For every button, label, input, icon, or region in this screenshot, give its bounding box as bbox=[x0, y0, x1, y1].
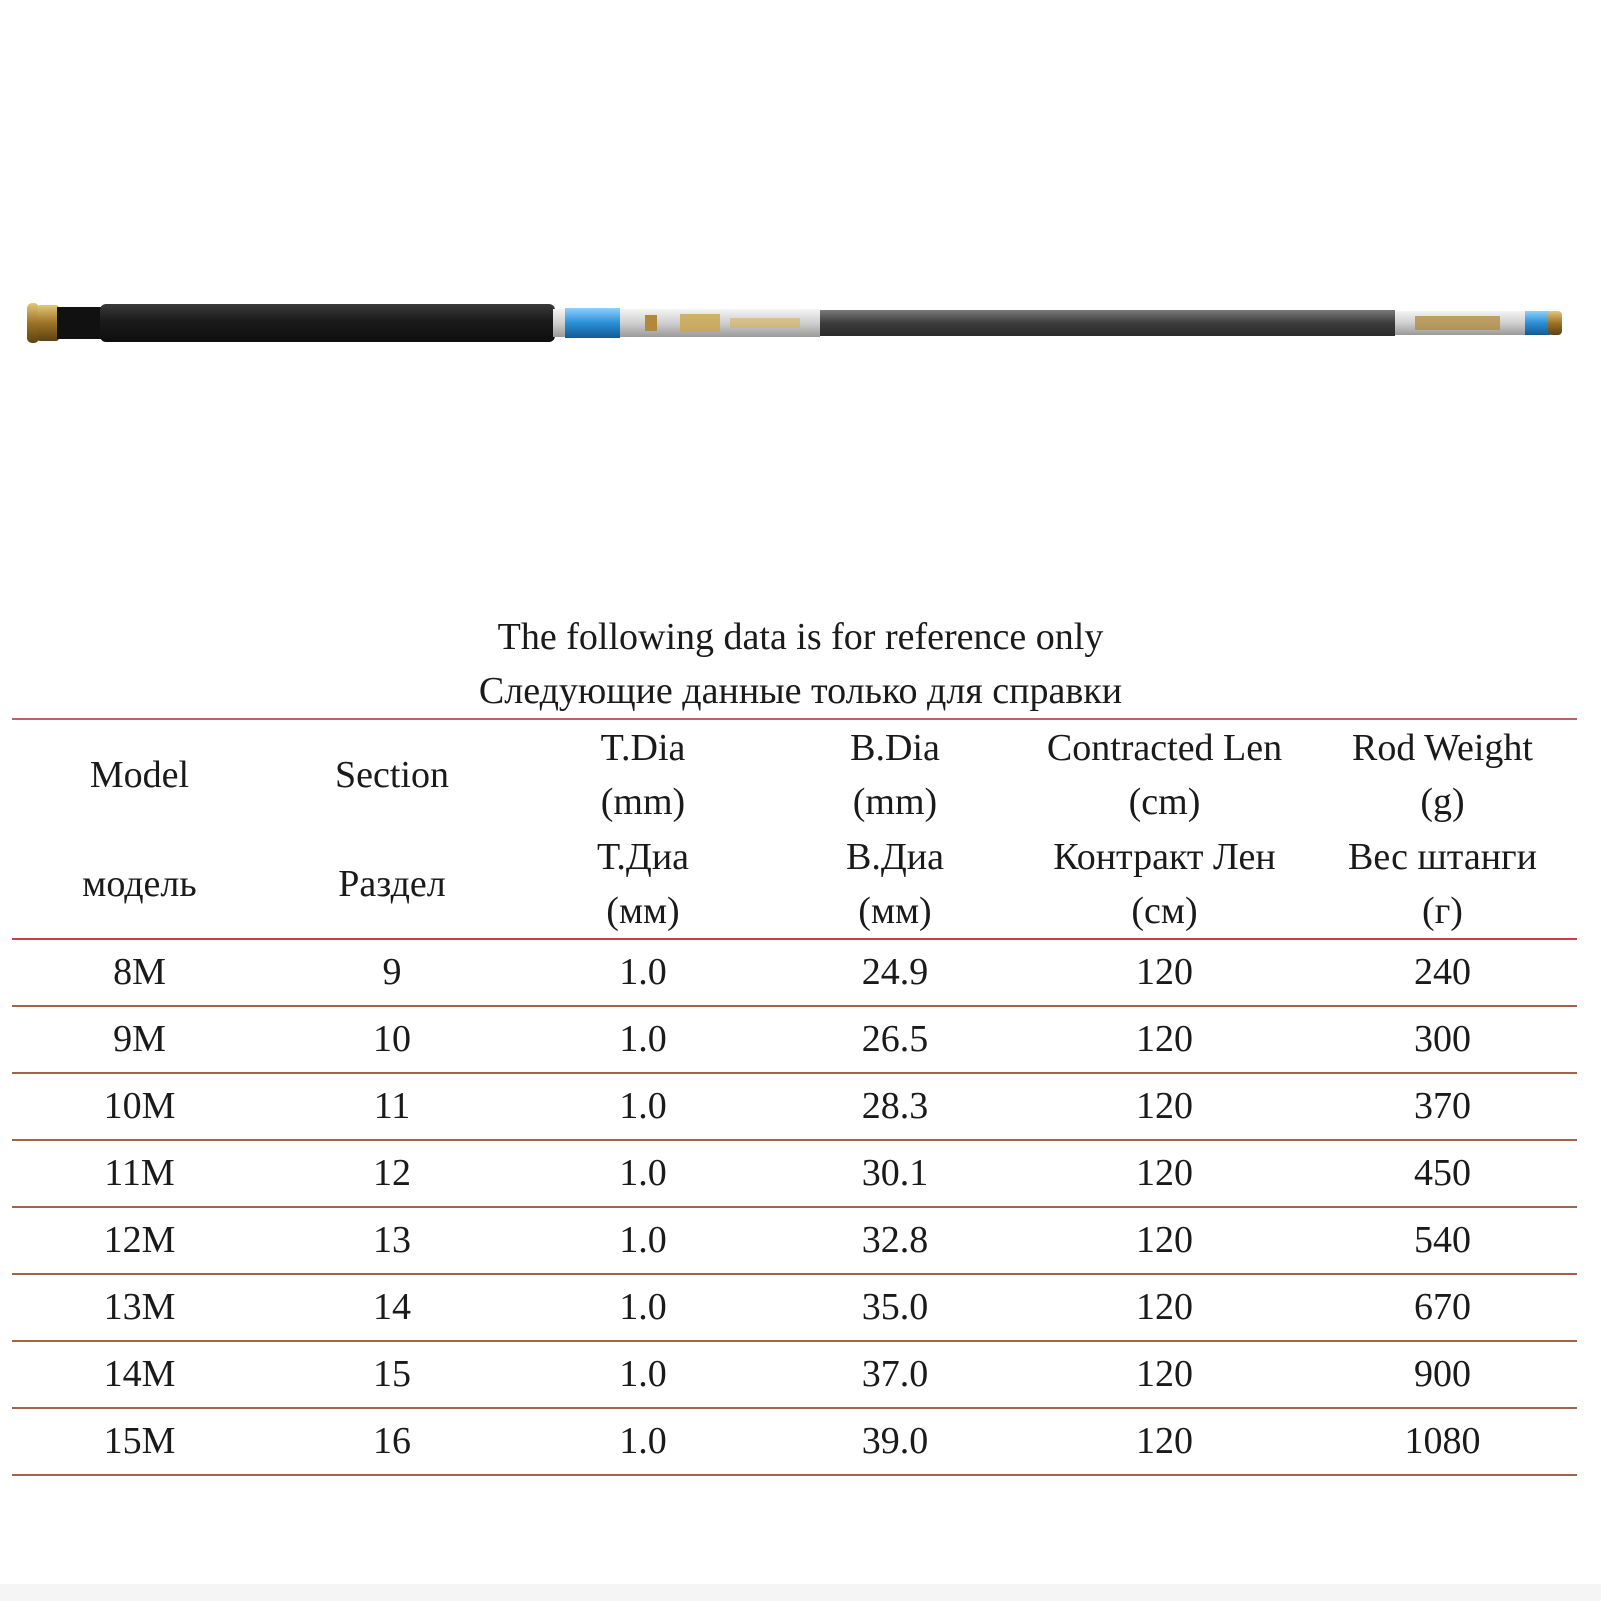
header-contracted-length-ru bbox=[1021, 829, 1308, 939]
cell-contracted-length: 120 bbox=[1136, 1219, 1193, 1261]
cell-tip-diameter: 1.0 bbox=[619, 1353, 667, 1395]
cell-rod-weight: 370 bbox=[1414, 1085, 1471, 1127]
cell-tip-diameter: 1.0 bbox=[619, 951, 667, 993]
header-unit: (g) bbox=[1420, 780, 1465, 823]
header-model-en bbox=[12, 719, 267, 829]
cell-model: 11M bbox=[104, 1152, 175, 1194]
cell-section: 12 bbox=[373, 1152, 411, 1194]
cell-rod-weight: 900 bbox=[1414, 1353, 1471, 1395]
cell-model: 14M bbox=[103, 1353, 176, 1395]
header-unit: (cm) bbox=[1128, 780, 1201, 823]
header-label: Т.Диа bbox=[596, 835, 690, 878]
cell-model: 13M bbox=[103, 1286, 176, 1328]
header-label: Раздел bbox=[338, 862, 446, 905]
cell-contracted-length: 120 bbox=[1136, 1353, 1193, 1395]
cell-rod-weight: 240 bbox=[1414, 951, 1471, 993]
header-tip-diameter-en bbox=[517, 719, 769, 829]
cell-model: 10M bbox=[103, 1085, 176, 1127]
header-section-en bbox=[267, 719, 517, 829]
cell-tip-diameter: 1.0 bbox=[619, 1219, 667, 1261]
header-label: B.Dia bbox=[850, 726, 940, 769]
header-butt-diameter-ru bbox=[769, 829, 1021, 939]
header-label: T.Dia bbox=[600, 726, 686, 769]
header-label: модель bbox=[82, 862, 197, 905]
table-row bbox=[12, 1140, 1577, 1207]
header-section-ru bbox=[267, 829, 517, 939]
cell-section: 15 bbox=[373, 1353, 411, 1395]
table-row bbox=[12, 1073, 1577, 1140]
cell-model: 8M bbox=[113, 951, 166, 993]
header-unit: (г) bbox=[1422, 889, 1463, 932]
cell-tip-diameter: 1.0 bbox=[619, 1420, 667, 1462]
cell-butt-diameter: 35.0 bbox=[861, 1286, 929, 1328]
caption-english: The following data is for reference only bbox=[497, 616, 1104, 658]
cell-contracted-length: 120 bbox=[1136, 1018, 1193, 1060]
cell-butt-diameter: 39.0 bbox=[861, 1420, 929, 1462]
header-rod-weight-ru bbox=[1308, 829, 1577, 939]
table-body bbox=[12, 939, 1577, 1475]
caption-russian: Следующие данные только для справки bbox=[478, 670, 1123, 712]
header-unit: (мм) bbox=[858, 889, 932, 932]
cell-tip-diameter: 1.0 bbox=[619, 1286, 667, 1328]
cell-rod-weight: 540 bbox=[1414, 1219, 1471, 1261]
table-header bbox=[12, 719, 1577, 939]
cell-rod-weight: 450 bbox=[1414, 1152, 1471, 1194]
header-rod-weight-en bbox=[1308, 719, 1577, 829]
cell-section: 13 bbox=[373, 1219, 411, 1261]
cell-butt-diameter: 37.0 bbox=[861, 1353, 929, 1395]
cell-rod-weight: 670 bbox=[1414, 1286, 1471, 1328]
header-unit: (мм) bbox=[606, 889, 680, 932]
cell-tip-diameter: 1.0 bbox=[619, 1085, 667, 1127]
cell-tip-diameter: 1.0 bbox=[619, 1018, 667, 1060]
table-row bbox=[12, 1408, 1577, 1475]
header-tip-diameter-ru bbox=[517, 829, 769, 939]
cell-section: 11 bbox=[373, 1085, 411, 1127]
header-contracted-length-en bbox=[1021, 719, 1308, 829]
header-unit: (mm) bbox=[600, 780, 686, 823]
cell-rod-weight: 1080 bbox=[1404, 1420, 1481, 1462]
cell-rod-weight: 300 bbox=[1414, 1018, 1471, 1060]
header-label: Model bbox=[89, 753, 190, 796]
header-butt-diameter-en bbox=[769, 719, 1021, 829]
header-label: Rod Weight bbox=[1352, 726, 1533, 769]
bottom-strip bbox=[0, 1584, 1601, 1601]
header-label: В.Диа bbox=[846, 835, 944, 878]
header-label: Контракт Лен bbox=[1053, 835, 1276, 878]
cell-butt-diameter: 32.8 bbox=[861, 1219, 929, 1261]
cell-section: 16 bbox=[373, 1420, 411, 1462]
cell-contracted-length: 120 bbox=[1136, 1085, 1193, 1127]
cell-model: 15M bbox=[103, 1420, 176, 1462]
cell-butt-diameter: 26.5 bbox=[861, 1018, 929, 1060]
table-row bbox=[12, 1274, 1577, 1341]
fishing-rod-image bbox=[0, 290, 1601, 360]
table-row bbox=[12, 1006, 1577, 1073]
header-row-english bbox=[12, 719, 1577, 829]
cell-tip-diameter: 1.0 bbox=[619, 1152, 667, 1194]
cell-butt-diameter: 24.9 bbox=[861, 951, 929, 993]
table-row bbox=[12, 1207, 1577, 1274]
header-label: Contracted Len bbox=[1046, 726, 1283, 769]
cell-contracted-length: 120 bbox=[1136, 1420, 1193, 1462]
header-unit: (см) bbox=[1131, 889, 1198, 932]
table-row bbox=[12, 939, 1577, 1006]
header-model-ru bbox=[12, 829, 267, 939]
specification-table bbox=[12, 718, 1577, 1476]
cell-butt-diameter: 28.3 bbox=[861, 1085, 929, 1127]
header-label: Section bbox=[335, 753, 449, 796]
header-row-russian bbox=[12, 829, 1577, 939]
table-row bbox=[12, 1341, 1577, 1408]
cell-contracted-length: 120 bbox=[1136, 1286, 1193, 1328]
header-label: Вес штанги bbox=[1348, 835, 1537, 878]
cell-butt-diameter: 30.1 bbox=[861, 1152, 929, 1194]
cell-model: 9M bbox=[113, 1018, 166, 1060]
cell-contracted-length: 120 bbox=[1136, 951, 1193, 993]
cell-section: 9 bbox=[382, 951, 402, 993]
cell-contracted-length: 120 bbox=[1136, 1152, 1193, 1194]
header-unit: (mm) bbox=[852, 780, 938, 823]
cell-section: 10 bbox=[373, 1018, 411, 1060]
fishing-rod-illustration bbox=[0, 290, 1601, 360]
cell-model: 12M bbox=[103, 1219, 176, 1261]
cell-section: 14 bbox=[373, 1286, 411, 1328]
